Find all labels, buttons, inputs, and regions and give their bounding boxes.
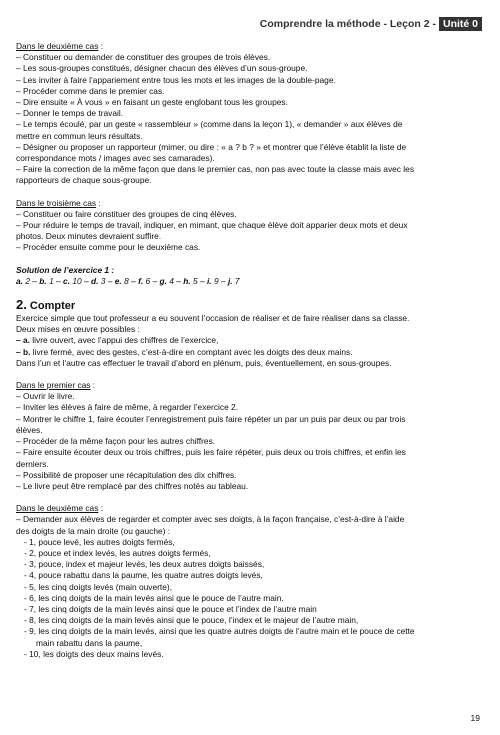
count-item: - 3, pouce, index et majeur levés, les deux autres doigts baissés, xyxy=(24,559,265,570)
mode-line xyxy=(16,335,488,346)
text-line: – Constituer ou demander de constituer des groupes de trois élèves. xyxy=(16,52,271,63)
case-title: Dans le deuxième cas xyxy=(16,41,99,51)
count-item: - 7, les cinq doigts de la main levés ainsi que le pouce et l’index de l’autre main xyxy=(24,603,317,614)
solution-line xyxy=(16,276,488,287)
solution-key: d. xyxy=(91,275,99,286)
text-line: – Procéder ensuite comme pour le deuxième cas. xyxy=(16,242,201,253)
text-line: élèves. xyxy=(16,424,43,435)
page-number: 19 xyxy=(470,713,480,723)
spacer xyxy=(16,187,488,198)
page-content xyxy=(16,41,488,660)
solution-key: j. xyxy=(227,275,233,286)
text-line: – Constituer ou faire constituer des groupes de cinq élèves. xyxy=(16,208,237,219)
count-item: - 2, pouce et index levés, les autres doigts fermés, xyxy=(24,547,211,558)
solution-value: 2 – xyxy=(23,275,40,286)
solution-value: 9 – xyxy=(211,275,228,286)
page-header xyxy=(260,17,482,31)
count-item: - 5, les cinq doigts levés (main ouverte), xyxy=(24,581,173,592)
text-line: Exercice simple que tout professeur a eu souvent l’occasion de réaliser et de faire réaliser dans sa classe. xyxy=(16,313,410,324)
mode-key: – b. xyxy=(16,346,31,357)
text-line: mettre en commun leurs résultats. xyxy=(16,130,143,141)
section-number: 2. xyxy=(16,297,27,313)
case-title: Dans le troisième cas xyxy=(16,197,97,208)
section-title-text: Compter xyxy=(26,300,76,313)
text-line: – Demander aux élèves de regarder et compter avec ses doigts, à la façon française, c’est-à-dire à l’aide xyxy=(16,514,405,525)
solution-value: 3 – xyxy=(98,275,115,286)
case-colon: : xyxy=(96,197,101,208)
text-line: Deux mises en œuvre possibles : xyxy=(16,324,140,335)
solution-value: 6 – xyxy=(143,275,160,286)
case-colon: : xyxy=(90,380,96,391)
solution-value: 10 – xyxy=(70,275,92,286)
text-line: – Ouvrir le livre. xyxy=(16,391,75,402)
text-line: Dans l’un et l’autre cas effectuer le travail d’abord en plénum, puis, éventuellement, en sous-groupes. xyxy=(16,357,392,368)
count-item: - 9, les cinq doigts de la main levés, ainsi que les quatre autres doigts de l’autre main et le pouce de cette xyxy=(24,626,415,637)
text-line: photos. Deux minutes devraient suffire. xyxy=(16,231,162,242)
case-heading xyxy=(16,41,488,52)
text-line: – Désigner ou proposer un rapporteur (mimer, ou dire : « a ? b ? » et montrer que l’élève établit la liste de xyxy=(16,141,407,152)
text-line: – Les inviter à faire l’appariement entre tous les mots et les images de la double-page. xyxy=(16,74,336,85)
mode-line xyxy=(16,347,488,358)
text-line: rapporteurs de chaque sous-groupe. xyxy=(16,175,152,186)
case-colon: : xyxy=(98,503,104,514)
count-item: - 1, pouce levé, les autres doigts fermés, xyxy=(24,536,175,547)
spacer xyxy=(16,254,488,265)
text-line: – Possibilité de proposer une récapitulation des dix chiffres. xyxy=(16,469,237,480)
unit-badge: Unité 0 xyxy=(439,17,482,31)
count-item: - 8, les cinq doigts de la main levés ainsi que le pouce, l’index et le majeur de l’autre main, xyxy=(24,615,359,626)
text-line: – Procéder comme dans le premier cas. xyxy=(16,85,165,96)
count-item: main rabattu dans la paume, xyxy=(36,637,143,648)
text-line: correspondance mots / images avec ses camarades). xyxy=(16,153,215,164)
text-line: – Faire la correction de la même façon que dans le premier cas, non pas avec toute la classe mais avec les xyxy=(16,164,415,175)
header-title: Comprendre la méthode - Leçon 2 - xyxy=(259,18,436,30)
mode-text: livre fermé, avec des gestes, c’est-à-dire en comptant avec les doigts des deux mains. xyxy=(30,346,353,357)
solution-value: 1 – xyxy=(46,275,64,286)
solution-key: c. xyxy=(63,275,71,286)
text-line: des doigts de la main droite (ou gauche) : xyxy=(16,525,171,536)
mode-text: livre ouvert, avec l’appui des chiffres de l’exercice, xyxy=(29,335,219,346)
text-line: – Montrer le chiffre 1, faire écouter l’enregistrement puis faire répéter un par un puis par deux ou par trois xyxy=(16,413,406,424)
count-item: - 10, les doigts des deux mains levés. xyxy=(24,648,164,659)
text-line: – Donner le temps de travail. xyxy=(16,108,124,119)
solution-title: Solution de l’exercice 1 : xyxy=(16,264,115,275)
mode-key: – a. xyxy=(16,335,30,346)
case-heading xyxy=(16,503,488,514)
solution-key: e. xyxy=(114,275,122,286)
solution-value: 5 – xyxy=(190,275,207,286)
text-line: – Procéder de la même façon pour les autres chiffres. xyxy=(16,436,216,447)
case-title: Dans le deuxième cas xyxy=(16,503,99,514)
case-title: Dans le premier cas xyxy=(16,380,91,391)
text-line: – Inviter les élèves à faire de même, à regarder l’exercice 2. xyxy=(16,402,239,413)
solution-key: g. xyxy=(159,275,167,286)
solution-key: a. xyxy=(16,275,23,286)
spacer xyxy=(16,492,488,503)
case-colon: : xyxy=(98,41,104,51)
spacer xyxy=(16,287,488,298)
solution-value: 4 – xyxy=(166,275,184,286)
solution-key: i. xyxy=(206,275,212,286)
text-line: – Les sous-groupes constitués, désigner chacun des élèves d’un sous-groupe. xyxy=(16,63,308,74)
solution-value: 8 – xyxy=(121,275,139,286)
case-heading xyxy=(16,380,488,391)
text-line: – Le temps écoulé, par un geste « rassembleur » (comme dans la leçon 1), « demander » aux élèves de xyxy=(16,119,403,130)
spacer xyxy=(16,369,488,380)
text-line: – Le livre peut être remplacé par des chiffres notés au tableau. xyxy=(16,480,249,491)
text-line: – Pour réduire le temps de travail, indiquer, en mimant, que chaque élève doit apparier deux mots et deux xyxy=(16,220,408,231)
solution-key: b. xyxy=(39,275,47,286)
solution-value: 7 xyxy=(232,275,240,286)
case-heading xyxy=(16,198,488,209)
text-line: – Dire ensuite « À vous » en faisant un geste englobant tous les groupes. xyxy=(16,97,288,108)
count-item: - 6, les cinq doigts de la main levés ainsi que le pouce de l’autre main, xyxy=(24,592,284,603)
solution-key: h. xyxy=(183,275,191,286)
text-line: derniers. xyxy=(16,458,49,469)
text-line: – Faire ensuite écouter deux ou trois chiffres, puis les faire répéter, puis deux ou trois chiffres, et enfin les xyxy=(16,447,406,458)
count-item: - 4, pouce rabattu dans la paume, les quatre autres doigts levés, xyxy=(24,570,263,581)
solution-key: f. xyxy=(138,275,144,286)
section-title xyxy=(16,298,488,313)
